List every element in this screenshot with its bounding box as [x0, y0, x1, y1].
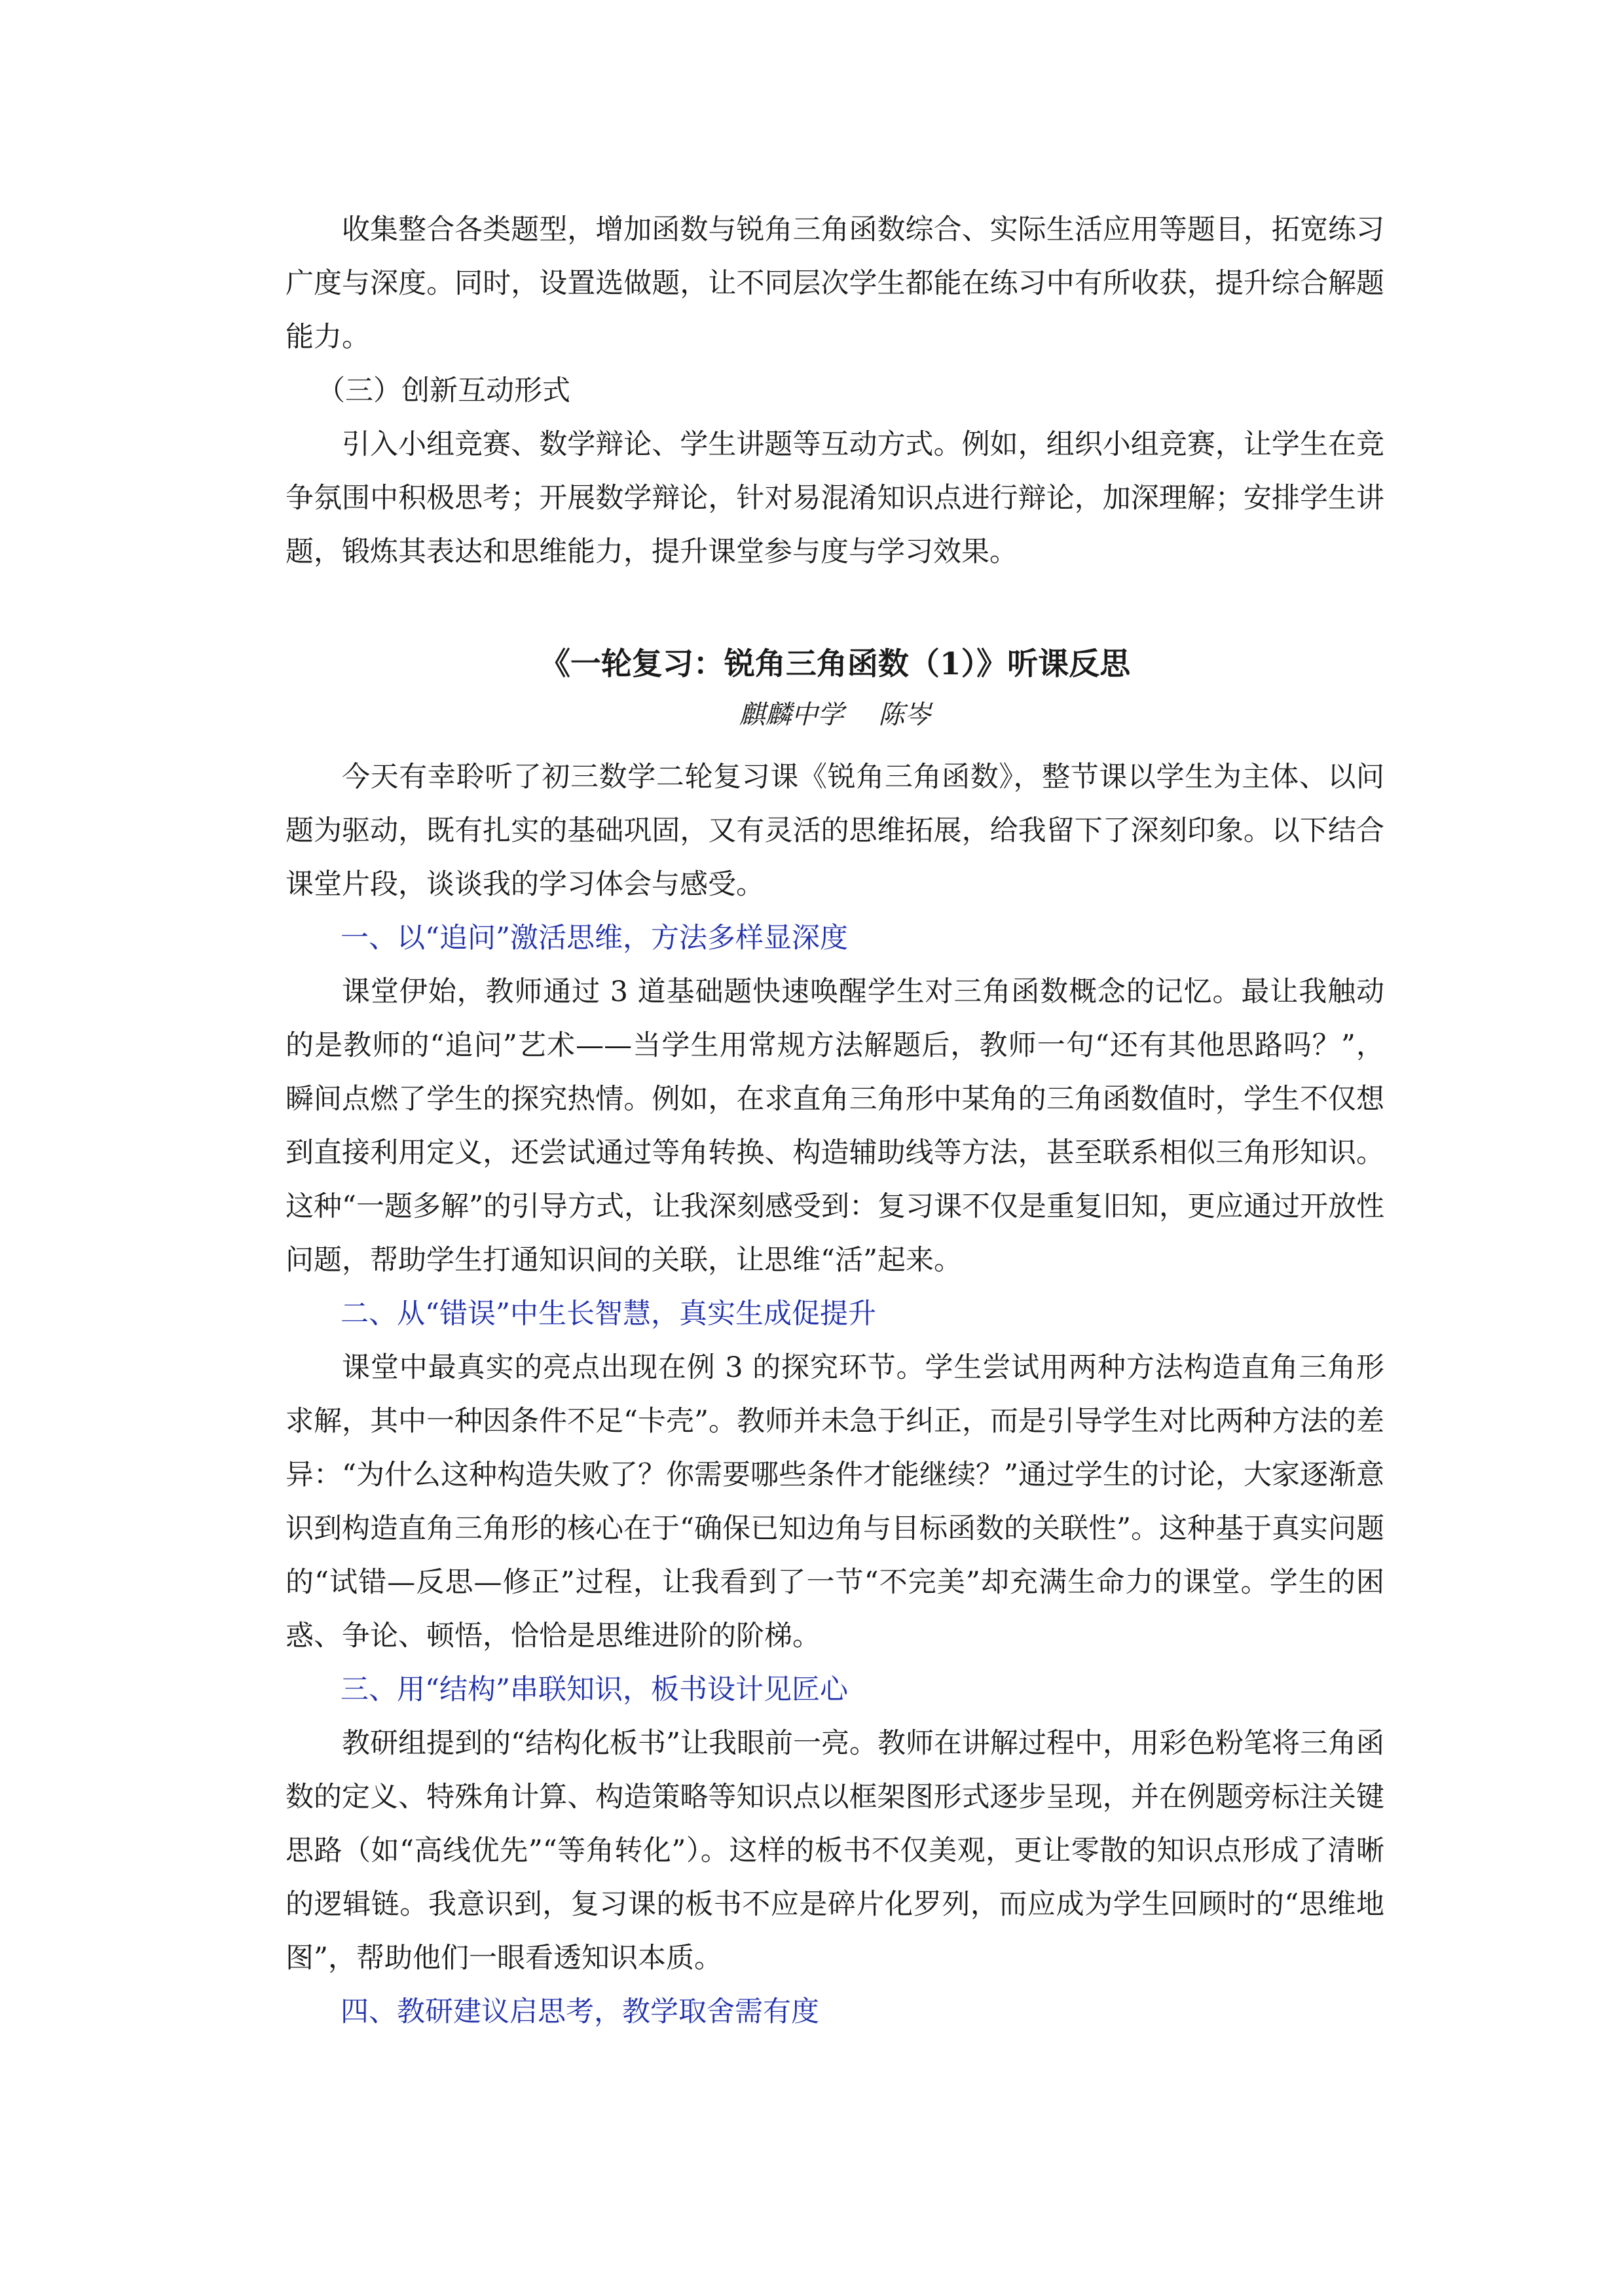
section-1-title: 一、以“追问”激活思维，方法多样显深度 — [341, 922, 848, 955]
section-2-body: 课堂中最真实的亮点出现在例 3 的探究环节。学生尝试用两种方法构造直角三角形求解，其中一种因条件不足“卡壳”。教师并未急于纠正，而是引导学生对比两种方法的差异：“为什么这种构造失败了？你需要哪些条件才能继续？”通过学生的讨论，大家逐渐意识到构造直角三角形的核心在于“确保已知边角与目标函数的关联性”。这种基于真实问题的“试错—反思—修正”过程，让我看到了一节“不完美”却充满生命力的课堂。学生的困惑、争论、顿悟，恰恰是思维进阶的阶梯。 — [286, 1351, 1384, 1652]
section-1-body: 课堂伊始，教师通过 3 道基础题快速唤醒学生对三角函数概念的记忆。最让我触动的是教师的“追问”艺术——当学生用常规方法解题后，教师一句“还有其他思路吗？”，瞬间点燃了学生的探究热情。例如，在求直角三角形中某角的三角函数值时，学生不仅想到直接利用定义，还尝试通过等角转换、构造辅助线等方法，甚至联系相似三角形知识。这种“一题多解”的引导方式，让我深刻感受到：复习课不仅是重复旧知，更应通过开放性问题，帮助学生打通知识间的关联，让思维“活”起来。 — [286, 975, 1384, 1277]
section-2-title: 二、从“错误”中生长智慧，真实生成促提升 — [341, 1298, 876, 1330]
prev-paragraph-2: 引入小组竞赛、数学辩论、学生讲题等互动方式。例如，组织小组竞赛，让学生在竞争氛围中积极思考；开展数学辩论，针对易混淆知识点进行辩论，加深理解；安排学生讲题，锻炼其表达和思维能力，提升课堂参与度与学习效果。 — [286, 428, 1384, 568]
section-3-title: 三、用“结构”串联知识，板书设计见匠心 — [341, 1673, 848, 1706]
section-4-title: 四、教研建议启思考，教学取舍需有度 — [341, 1995, 819, 2028]
article-author: 麒麟中学 陈岑 — [739, 700, 931, 730]
prev-paragraph-1: 收集整合各类题型，增加函数与锐角三角函数综合、实际生活应用等题目，拓宽练习广度与深度。同时，设置选做题，让不同层次学生都能在练习中有所收获，提升综合解题能力。 — [286, 213, 1384, 354]
article-title: 《一轮复习：锐角三角函数（1）》听课反思 — [539, 646, 1131, 682]
subsection-title-3: （三）创新互动形式 — [317, 374, 570, 407]
section-3-body: 教研组提到的“结构化板书”让我眼前一亮。教师在讲解过程中，用彩色粉笔将三角函数的定义、特殊角计算、构造策略等知识点以框架图形式逐步呈现，并在例题旁标注关键思路（如“高线优先”“等角转化”）。这样的板书不仅美观，更让零散的知识点形成了清晰的逻辑链。我意识到，复习课的板书不应是碎片化罗列，而应成为学生回顾时的“思维地图”，帮助他们一眼看透知识本质。 — [286, 1727, 1384, 1975]
intro-paragraph: 今天有幸聆听了初三数学二轮复习课《锐角三角函数》，整节课以学生为主体、以问题为驱动，既有扎实的基础巩固，又有灵活的思维拓展，给我留下了深刻印象。以下结合课堂片段，谈谈我的学习体会与感受。 — [286, 761, 1384, 901]
